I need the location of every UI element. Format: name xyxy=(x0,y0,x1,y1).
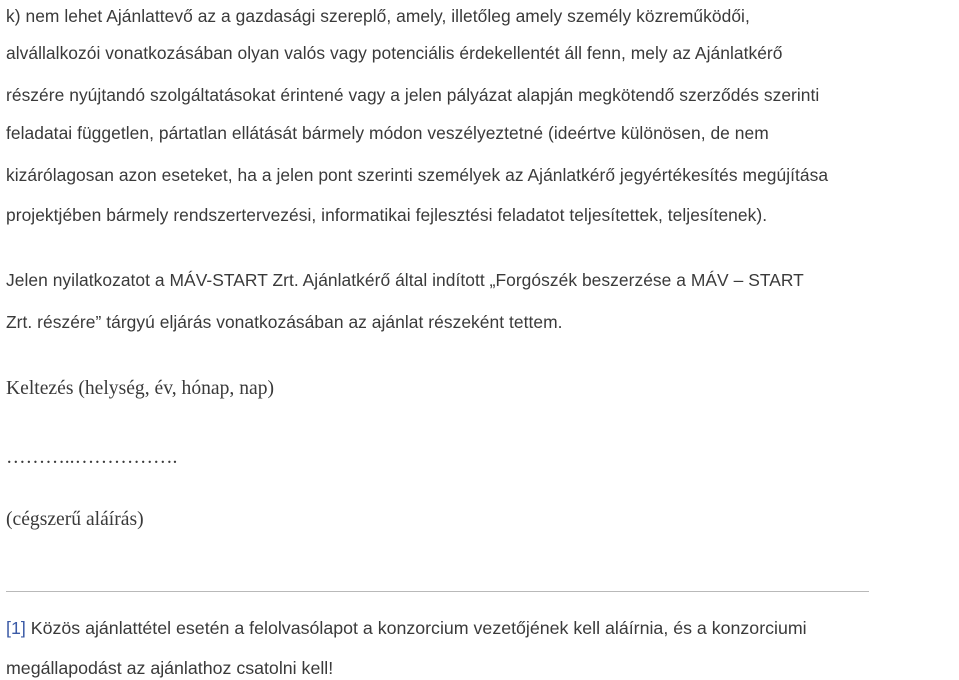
paragraph-k-line-5: kizárólagosan azon eseteket, ha a jelen pont szerinti személyek az Ajánlatkérő jegyértékesítés megújítása xyxy=(6,165,829,185)
date-label: Keltezés (helység, év, hónap, nap) xyxy=(6,378,275,399)
declaration-line-1: Jelen nyilatkozatot a MÁV-START Zrt. Ajánlatkérő által indított „Forgószék beszerzése a MÁV – START xyxy=(6,270,804,290)
signature-label: (cégszerű aláírás) xyxy=(6,509,144,530)
signature-dots: ………..……………. xyxy=(6,447,178,468)
footnote-text-1: Közös ajánlattétel esetén a felolvasólapot a konzorcium vezetőjének kell aláírnia, és a konzorciumi xyxy=(25,618,807,638)
paragraph-k-line-6: projektjében bármely rendszertervezési, informatikai fejlesztési feladatot teljesítettek, teljesítenek). xyxy=(6,205,768,225)
footnote-line-1 xyxy=(6,616,807,640)
footnote-line-2: megállapodást az ajánlathoz csatolni kell! xyxy=(6,658,334,678)
paragraph-k-line-4: feladatai független, pártatlan ellátását bármely módon veszélyeztetné (ideértve különösen, de nem xyxy=(6,123,769,143)
paragraph-k-line-3: részére nyújtandó szolgáltatásokat érintené vagy a jelen pályázat alapján megkötendő szerződés szerinti xyxy=(6,85,820,105)
paragraph-k-line-2: alvállalkozói vonatkozásában olyan valós vagy potenciális érdekellentét áll fenn, mely az Ajánlatkérő xyxy=(6,43,783,63)
footnote-ref-link[interactable]: [1] xyxy=(6,618,26,638)
paragraph-k-line-1: k) nem lehet Ajánlattevő az a gazdasági szereplő, amely, illetőleg amely személy közreműködői, xyxy=(6,6,750,26)
declaration-line-2: Zrt. részére” tárgyú eljárás vonatkozásában az ajánlat részeként tettem. xyxy=(6,312,563,332)
footnote-separator xyxy=(6,591,869,592)
